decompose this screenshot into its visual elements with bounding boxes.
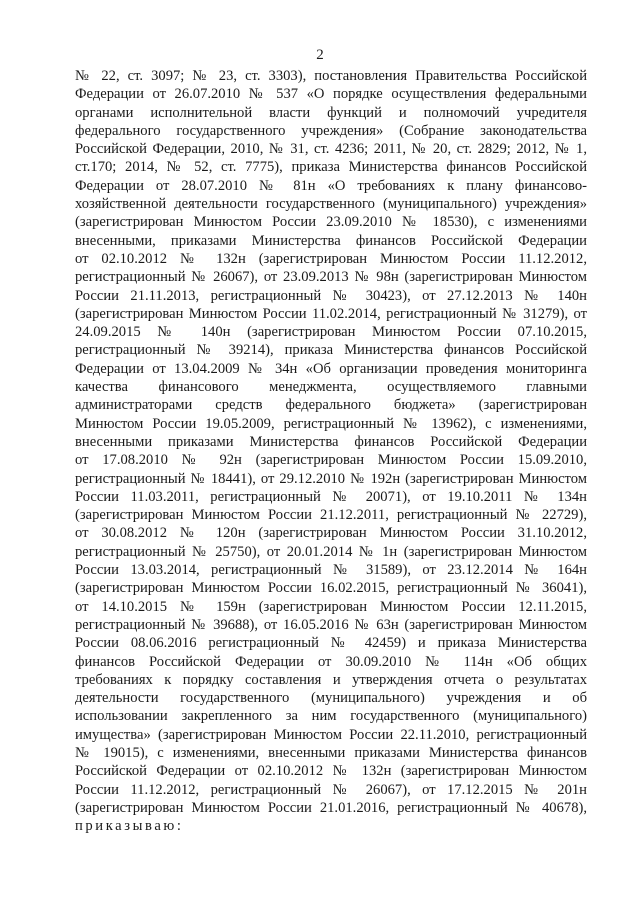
text-line: Федерации от 13.04.2009 № 34н «Об организации проведения мониторинга: [75, 360, 587, 377]
text-line: внесенными, приказами Министерства финансов Российской Федерации: [75, 232, 587, 249]
text-line: от 17.08.2010 № 92н (зарегистрирован Минюстом России 15.09.2010,: [75, 452, 587, 469]
text-line: хозяйственной деятельности государственного (муниципального) учреждения»: [75, 196, 587, 213]
text-line: России 13.03.2014, регистрационный № 31589), от 23.12.2014 № 164н: [75, 562, 587, 579]
text-line: качества финансового менеджмента, осуществляемого главными: [75, 379, 587, 396]
text-line: ст.170; 2014, № 52, ст. 7775), приказа Министерства финансов Российской: [75, 159, 587, 176]
text-line: № 22, ст. 3097; № 23, ст. 3303), постановления Правительства Российской: [75, 68, 587, 84]
text-line: от 02.10.2012 № 132н (зарегистрирован Минюстом России 11.12.2012,: [75, 250, 587, 267]
text-line: России 11.12.2012, регистрационный № 26067), от 17.12.2015 № 201н: [75, 781, 587, 798]
text-line: (зарегистрирован Минюстом России 16.02.2015, регистрационный № 36041),: [75, 580, 587, 597]
text-line: (зарегистрирован Минюстом России 21.12.2011, регистрационный № 22729),: [75, 507, 587, 524]
text-line: требованиях к порядку составления и утверждения отчета о результатах: [75, 671, 587, 688]
text-line: использовании закрепленного за ним государственного (муниципального): [75, 708, 587, 725]
body-text: [75, 67, 587, 835]
text-line: Минюстом России 19.05.2009, регистрационный № 13962), с изменениями,: [75, 415, 587, 432]
text-line: федерального государственного учреждения» (Собрание законодательства: [75, 122, 587, 139]
text-line: органами исполнительной власти функций и полномочий учредителя: [75, 104, 587, 121]
text-line: имущества» (зарегистрирован Минюстом России 22.11.2010, регистрационный: [75, 726, 587, 743]
page-number: 2: [316, 47, 324, 63]
text-line: регистрационный № 39688), от 16.05.2016 № 63н (зарегистрирован Минюстом: [75, 616, 587, 633]
text-line: администраторами средств федерального бюджета» (зарегистрирован: [75, 397, 587, 414]
text-line: регистрационный № 25750), от 20.01.2014 № 1н (зарегистрирован Минюстом: [75, 543, 587, 560]
text-line: (зарегистрирован Минюстом России 23.09.2010 № 18530), с изменениями: [75, 214, 587, 231]
text-line: Федерации от 26.07.2010 № 537 «О порядке осуществления федеральными: [75, 86, 587, 103]
text-line: (зарегистрирован Минюстом России 21.01.2016, регистрационный № 40678),: [75, 799, 587, 816]
text-line: регистрационный № 26067), от 23.09.2013 № 98н (зарегистрирован Минюстом: [75, 269, 587, 286]
text-line: Федерации от 28.07.2010 № 81н «О требованиях к плану финансово-: [75, 177, 587, 194]
text-line: (зарегистрирован Минюстом России 11.02.2014, регистрационный № 31279), от: [75, 305, 587, 322]
text-line: финансов Российской Федерации от 30.09.2010 № 114н «Об общих: [75, 653, 587, 670]
text-line: России 21.11.2013, регистрационный № 30423), от 27.12.2013 № 140н: [75, 287, 587, 304]
text-line: деятельности государственного (муниципального) учреждения и об: [75, 690, 587, 707]
text-line: России 11.03.2011, регистрационный № 20071), от 19.10.2011 № 134н: [75, 488, 587, 505]
text-line: регистрационный № 18441), от 29.12.2010 № 192н (зарегистрирован Минюстом: [75, 470, 587, 487]
text-line: России 08.06.2016 регистрационный № 42459) и приказа Министерства: [75, 635, 587, 652]
text-line: от 30.08.2012 № 120н (зарегистрирован Минюстом России 31.10.2012,: [75, 525, 587, 542]
text-line: Российской Федерации, 2010, № 31, ст. 4236; 2011, № 20, ст. 2829; 2012, № 1,: [75, 141, 587, 158]
text-line: Российской Федерации от 02.10.2012 № 132н (зарегистрирован Минюстом: [75, 763, 587, 780]
text-line: внесенными приказами Министерства финансов Российской Федерации: [75, 433, 587, 450]
text-line: 24.09.2015 № 140н (зарегистрирован Минюстом России 07.10.2015,: [75, 324, 587, 341]
text-line: от 14.10.2015 № 159н (зарегистрирован Минюстом России 12.11.2015,: [75, 598, 587, 615]
text-line: № 19015), с изменениями, внесенными приказами Министерства финансов: [75, 744, 587, 761]
closing-word: приказываю:: [75, 818, 184, 835]
text-line: регистрационный № 39214), приказа Министерства финансов Российской: [75, 342, 587, 359]
